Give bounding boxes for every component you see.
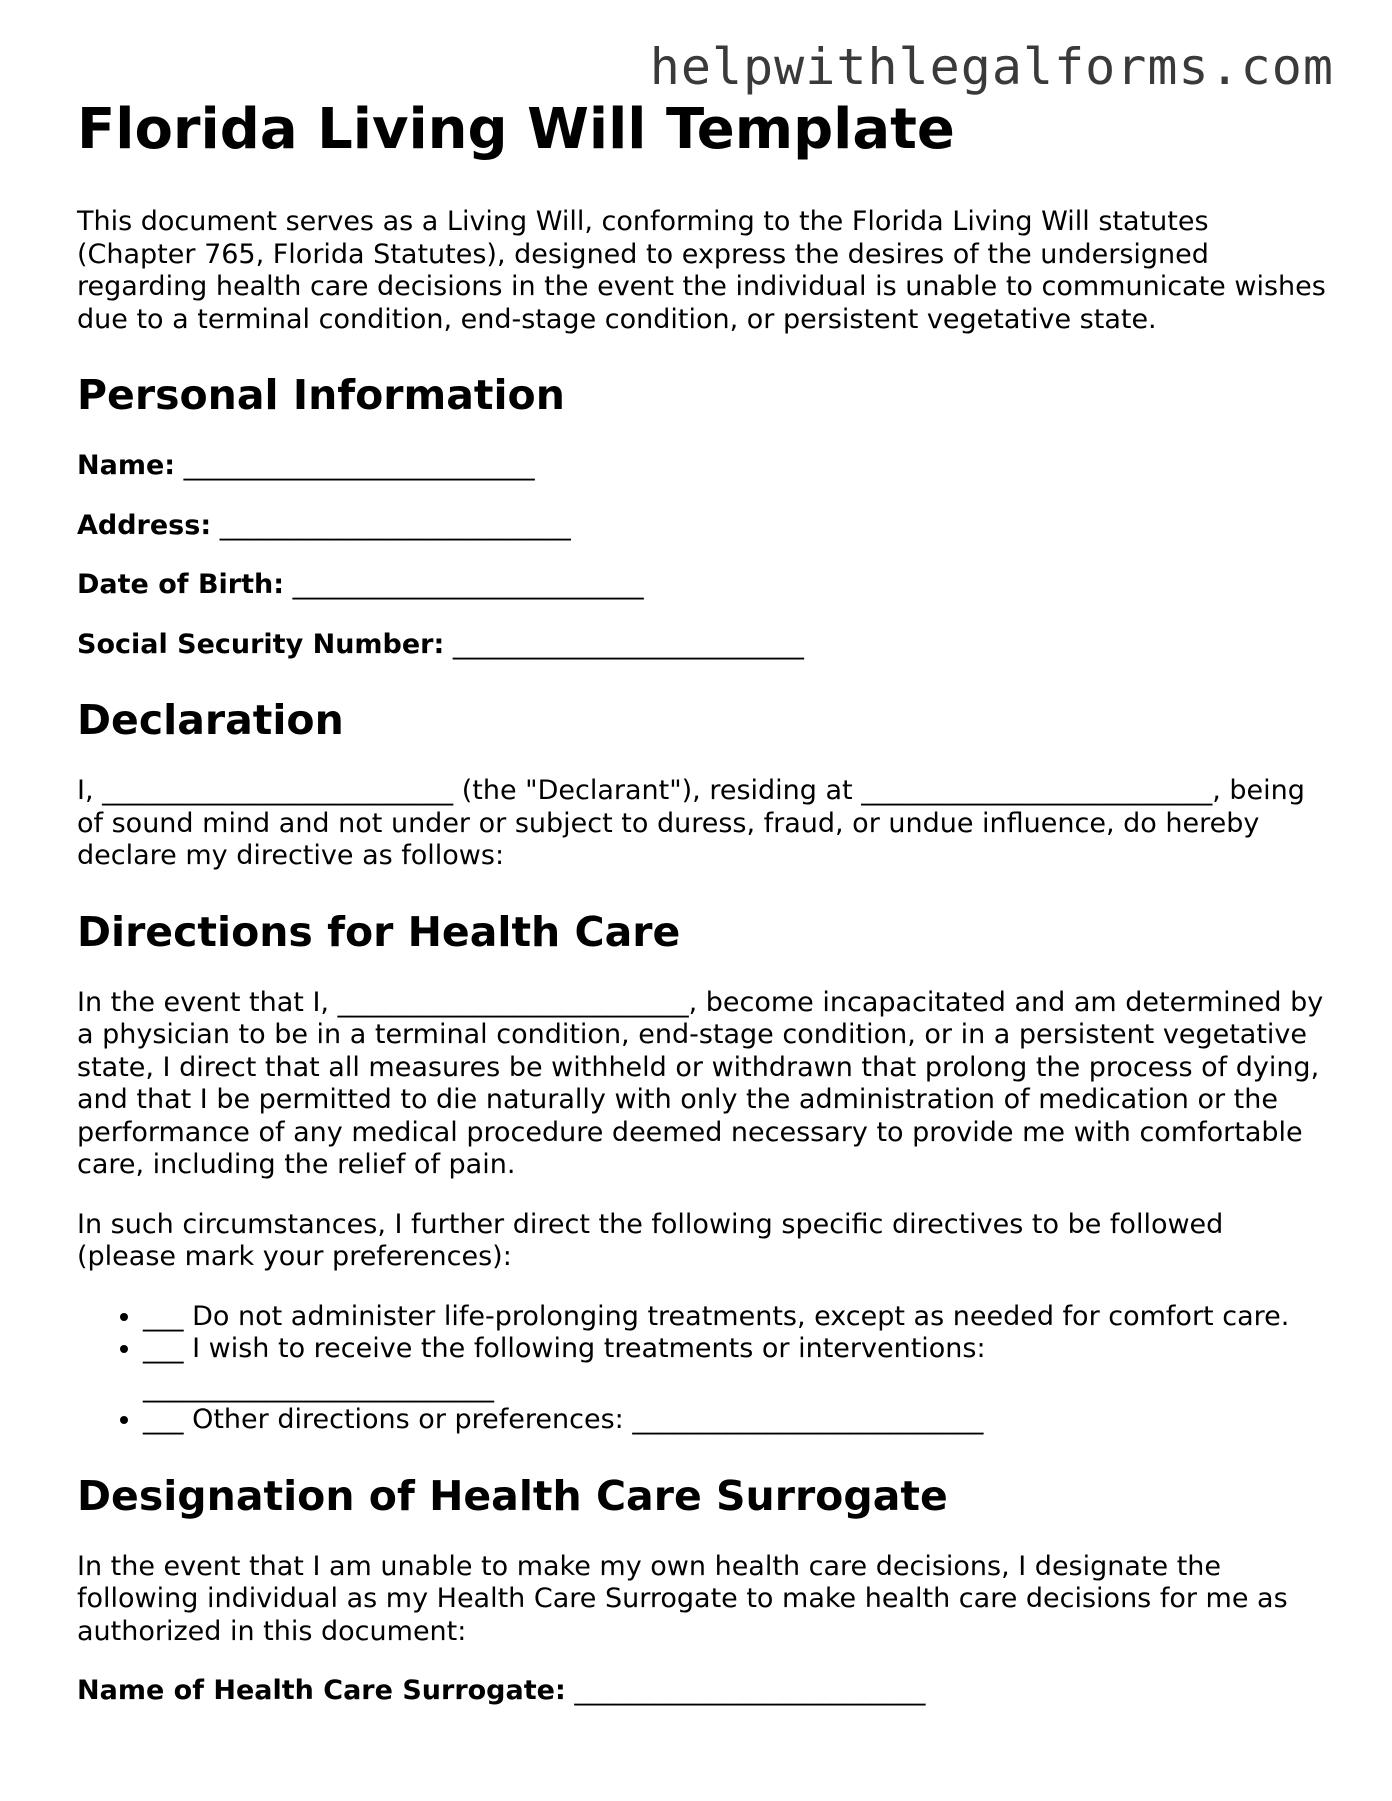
ssn-blank[interactable]: __________________________: [452, 628, 804, 660]
personal-information-heading: Personal Information: [77, 371, 565, 419]
name-field: [77, 450, 1327, 483]
preference-item-1: [143, 1301, 1327, 1334]
name-label: Name:: [77, 450, 176, 481]
address-field: [77, 510, 1327, 543]
preferences-list: [77, 1301, 1327, 1437]
site-watermark: helpwithlegalforms.com: [649, 38, 1334, 96]
directions-heading: Directions for Health Care: [77, 907, 681, 956]
declaration-heading: Declaration: [77, 696, 344, 744]
surrogate-name-field: [77, 1675, 1327, 1708]
address-label: Address:: [77, 509, 212, 541]
declaration-text-2: (the "Declarant"), residing at: [461, 775, 853, 806]
surrogate-name-label: Name of Health Care Surrogate:: [77, 1675, 566, 1706]
directions-text-1b: , become incapacitated and am determined by a physician to be in a terminal condition, end-stage condition, or in a persistent vegetative state, I direct that all measures be withheld or withdrawn that prolong the process of dying, and that I be permitted to die naturally with only the administration of medication or the performance of any medical procedure deemed necessary to provide me with comfortable care, including the relief of pain.: [77, 986, 1324, 1180]
declaration-paragraph: [77, 775, 1327, 873]
directions-paragraph-1: [77, 987, 1327, 1182]
preference-2-blank[interactable]: __________________________: [143, 1371, 494, 1403]
surrogate-name-blank[interactable]: __________________________: [574, 1675, 926, 1706]
address-blank[interactable]: __________________________: [219, 509, 571, 541]
preference-1-mark[interactable]: ___: [143, 1300, 184, 1332]
preference-item-2: [143, 1333, 1327, 1404]
declarant-residence-blank[interactable]: __________________________: [861, 775, 1213, 806]
directions-name-blank[interactable]: __________________________: [337, 986, 689, 1018]
ssn-label: Social Security Number:: [77, 628, 445, 660]
dob-label: Date of Birth:: [77, 569, 285, 600]
preference-3-text: Other directions or preferences:: [192, 1404, 624, 1435]
preference-3-blank[interactable]: __________________________: [632, 1404, 984, 1435]
document-title: Florida Living Will Template: [77, 97, 955, 162]
surrogate-paragraph: In the event that I am unable to make my own health care decisions, I designate the following individual as my Health Care Surrogate to make health care decisions for me as authorized in this document:: [77, 1550, 1288, 1647]
dob-field: [77, 569, 1327, 602]
name-blank[interactable]: __________________________: [183, 450, 535, 481]
ssn-field: [77, 629, 1327, 662]
preference-1-text: Do not administer life-prolonging treatments, except as needed for comfort care.: [192, 1300, 1290, 1332]
declarant-name-blank[interactable]: __________________________: [102, 775, 454, 806]
surrogate-heading: Designation of Health Care Surrogate: [77, 1471, 948, 1520]
dob-blank[interactable]: __________________________: [292, 569, 644, 600]
preference-item-3: [143, 1404, 1327, 1437]
declaration-text-3: , being of sound mind and not under or subject to duress, fraud, or undue influence, do hereby declare my directive as follows:: [77, 775, 1305, 871]
directions-paragraph-2: In such circumstances, I further direct the following specific directives to be followed (please mark your preferences):: [77, 1208, 1224, 1272]
declaration-text-1: I,: [77, 775, 94, 806]
intro-paragraph: This document serves as a Living Will, conforming to the Florida Living Will statutes (Chapter 765, Florida Statutes), designed to express the desires of the undersigned regarding health care decisions in the event the individual is unable to communicate wishes due to a terminal condition, end-stage condition, or persistent vegetative state.: [77, 206, 1326, 335]
preference-2-mark[interactable]: ___: [143, 1333, 184, 1364]
preference-2-text: I wish to receive the following treatments or interventions:: [192, 1333, 986, 1364]
preference-3-mark[interactable]: ___: [143, 1404, 184, 1435]
directions-text-1a: In the event that I,: [77, 986, 329, 1018]
document-page: [77, 96, 1327, 1708]
